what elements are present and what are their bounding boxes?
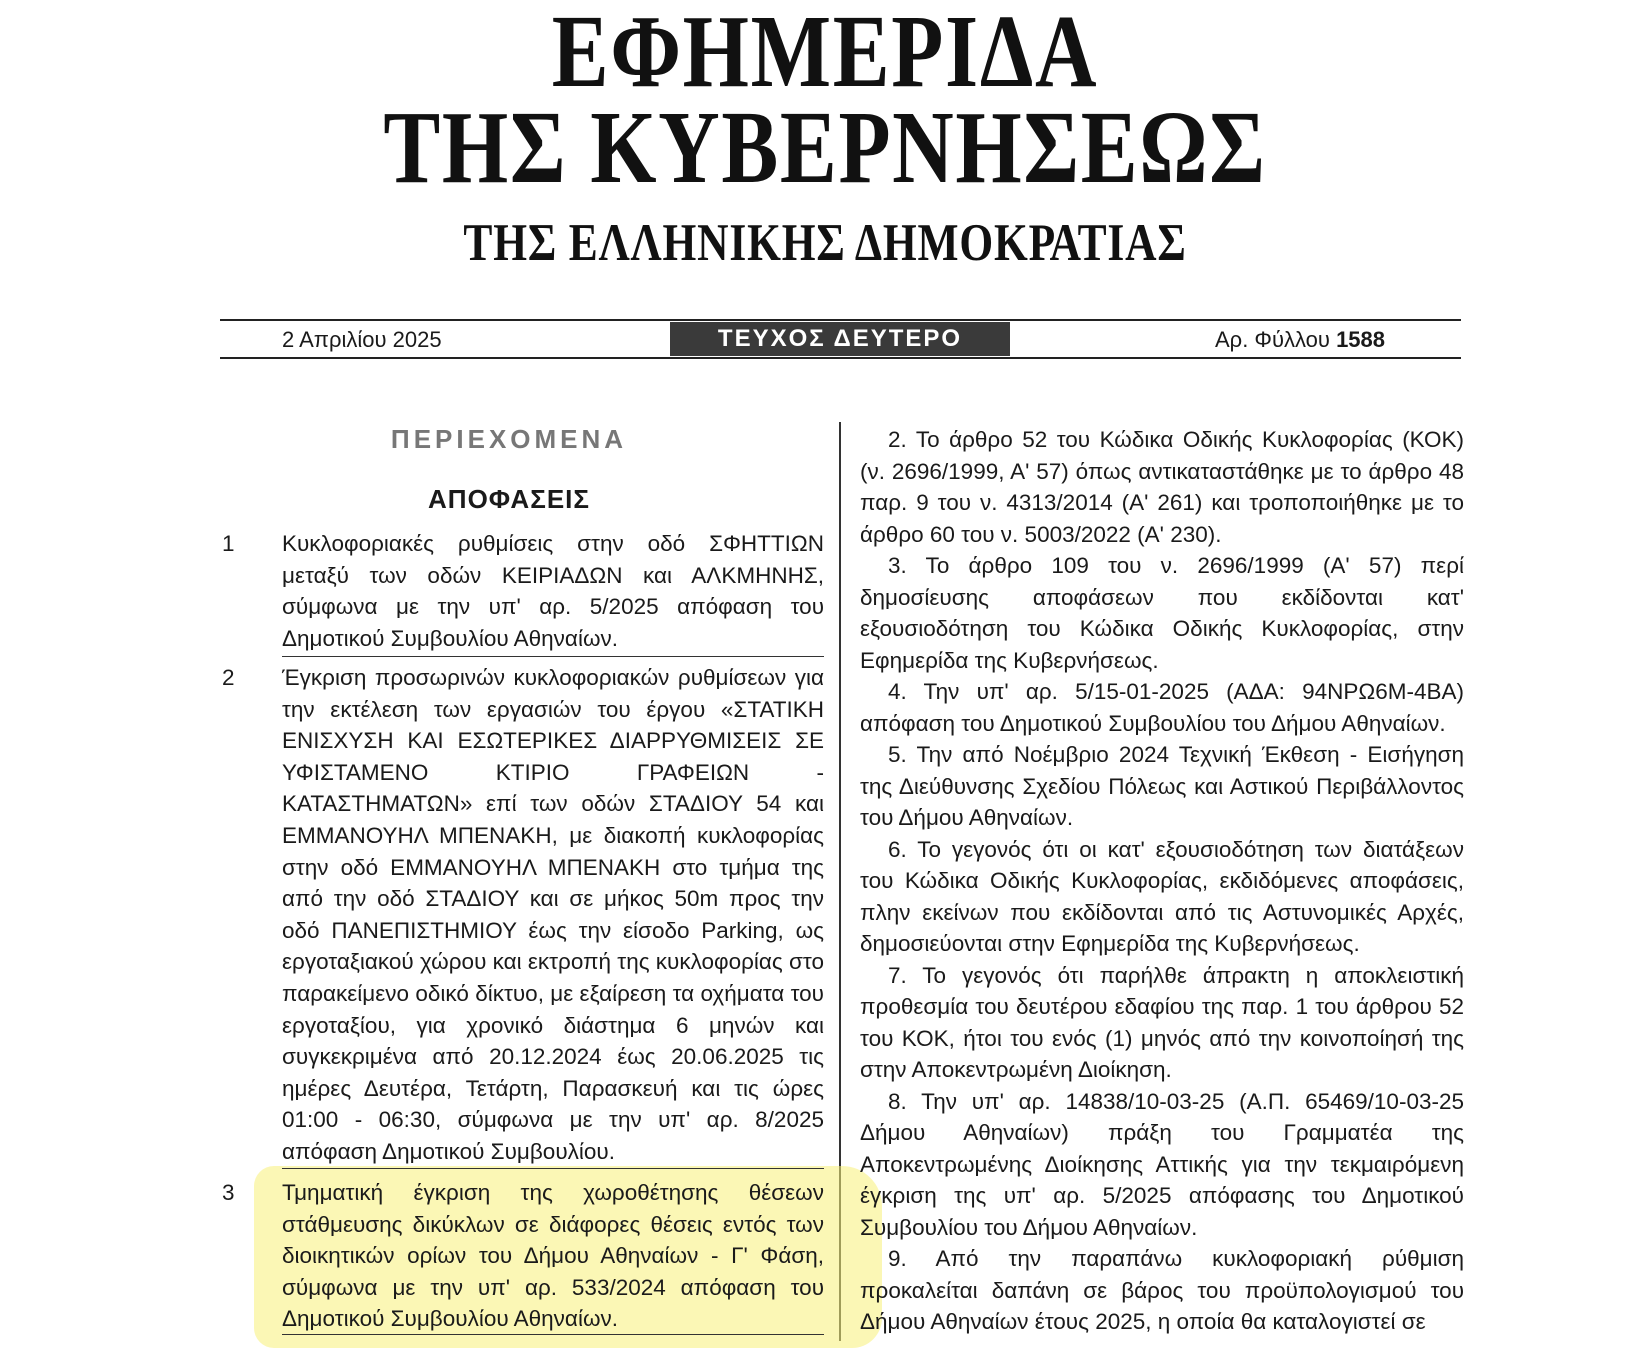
sheet-number-value: 1588: [1336, 327, 1386, 352]
contents-entry[interactable]: [220, 528, 824, 654]
issue-series-band: ΤΕΥΧΟΣ ΔΕΥΤΕΡΟ: [670, 322, 1010, 356]
entry-number: 1: [222, 531, 235, 556]
header-rule-bottom: [220, 357, 1461, 359]
body-paragraph: 8. Την υπ' αρ. 14838/10-03-25 (Α.Π. 65469/10-03-25 Δήμου Αθηναίων) πράξη του Γραμματέα της Αποκεντρωμένης Διοίκησης Αττικής για την τεκμαιρόμενη έγκριση της υπ' αρ. 5/2025 απόφασης του Δημοτικού Συμβουλίου του Δήμου Αθηναίων.: [860, 1088, 1464, 1240]
entry-number: 2: [222, 665, 235, 690]
contents-entry-highlighted[interactable]: [220, 1177, 824, 1335]
entry-number: 3: [222, 1180, 235, 1205]
body-paragraph: 5. Την από Νοέμβριο 2024 Τεχνική Έκθεση - Εισήγηση της Διεύθυνσης Σχεδίου Πόλεως και Αστικού Περιβάλλοντος του Δήμου Αθηναίων.: [860, 742, 1464, 830]
body-paragraph: 2. Το άρθρο 52 του Κώδικα Οδικής Κυκλοφορίας (ΚΟΚ) (ν. 2696/1999, Α' 57) όπως αντικαταστάθηκε με το άρθρο 48 παρ. 9 του ν. 4313/2014 (Α' 261) και τροποποιήθηκε με το άρθρο 60 του ν. 5003/2022 (Α' 230).: [860, 427, 1464, 547]
masthead-title-line-2: ΤΗΣ ΚΥΒΕΡΝΗΣΕΩΣ: [383, 90, 1267, 205]
body-paragraph: 4. Την υπ' αρ. 5/15-01-2025 (ΑΔΑ: 94ΝΡΩ6Μ-4ΒΑ) απόφαση του Δημοτικού Συμβουλίου του Δήμου Αθηναίων.: [860, 679, 1464, 736]
entry-text: Έγκριση προσωρινών κυκλοφοριακών ρυθμίσεων για την εκτέλεση των εργασιών του έργου «ΣΤΑΤΙΚΗ ΕΝΙΣΧΥΣΗ ΚΑΙ ΕΣΩΤΕΡΙΚΕΣ ΔΙΑΡΡΥΘΜΙΣΕΙΣ ΣΕ ΥΦΙΣΤΑΜΕΝΟ ΚΤΙΡΙΟ ΓΡΑΦΕΙΩΝ - ΚΑΤΑΣΤΗΜΑΤΩΝ» επί των οδών ΣΤΑΔΙΟΥ 54 και ΕΜΜΑΝΟΥΗΛ ΜΠΕΝΑΚΗ, με διακοπή κυκλοφορίας στην οδό ΕΜΜΑΝΟΥΗΛ ΜΠΕΝΑΚΗ στο τμήμα της από την οδό ΣΤΑΔΙΟΥ και σε μήκος 50m προς την οδό ΠΑΝΕΠΙΣΤΗΜΙΟΥ έως την είσοδο Parking, ως εργοταξιακού χώρου και εκτροπή της κυκλοφορίας στο παρακείμενο οδικό δίκτυο, με εξαίρεση τα οχήματα του εργοταξίου, για χρονικό διάστημα 6 μηνών και συγκεκριμένα από 20.12.2024 έως 20.06.2025 τις ημέρες Δευτέρα, Τετάρτη, Παρασκευή και τις ώρες 01:00 - 06:30, σύμφωνα με την υπ' αρ. 8/2025 απόφαση Δημοτικού Συμβουλίου.: [282, 665, 824, 1164]
sheet-number-label: Αρ. Φύλλου: [1215, 327, 1330, 352]
entry-separator: [282, 1334, 824, 1335]
body-paragraph: 3. Το άρθρο 109 του ν. 2696/1999 (Α' 57) περί δημοσίευσης αποφάσεων που εκδίδονται κατ' εξουσιοδότηση του Κώδικα Οδικής Κυκλοφορίας, στην Εφημερίδα της Κυβερνήσεως.: [860, 553, 1464, 673]
masthead-subtitle: ΤΗΣ ΕΛΛΗΝΙΚΗΣ ΔΗΜΟΚΡΑΤΙΑΣ: [463, 214, 1187, 272]
body-paragraph: 9. Από την παραπάνω κυκλοφοριακή ρύθμιση προκαλείται δαπάνη σε βάρος του προϋπολογισμού του Δήμου Αθηναίων έτους 2025, η οποία θα καταλογιστεί σε: [860, 1246, 1464, 1334]
entry-separator: [282, 656, 824, 657]
body-paragraph: 7. Το γεγονός ότι παρήλθε άπρακτη η αποκλειστική προθεσμία του δευτέρου εδαφίου της παρ. 1 του άρθρου 52 του ΚΟΚ, ήτοι του ενός (1) μηνός από την κοινοποίησή της στην Αποκεντρωμένη Διοίκηση.: [860, 962, 1464, 1082]
sheet-number: [1215, 326, 1385, 354]
contents-entry[interactable]: [220, 662, 824, 1168]
header-rule-top: [220, 319, 1461, 321]
body-column: [860, 424, 1464, 1338]
entry-separator: [282, 1168, 824, 1169]
masthead-title-line-1: ΕΦΗΜΕΡΙΔΑ: [551, 0, 1099, 109]
entry-text: Κυκλοφοριακές ρυθμίσεις στην οδό ΣΦΗΤΤΙΩΝ μεταξύ των οδών ΚΕΙΡΙΑΔΩΝ και ΑΛΚΜΗΝΗΣ, σύμφωνα με την υπ' αρ. 5/2025 απόφαση του Δημοτικού Συμβουλίου Αθηναίων.: [282, 531, 824, 651]
body-paragraph: 6. Το γεγονός ότι οι κατ' εξουσιοδότηση των διατάξεων του Κώδικα Οδικής Κυκλοφορίας, εκδιδόμενες αποφάσεις, πλην εκείνων που εκδίδονται από τις Αστυνομικές Αρχές, δημοσιεύονται στην Εφημερίδα της Κυβερνήσεως.: [860, 836, 1464, 956]
contents-title: ΠΕΡΙΕΧΟΜΕΝΑ: [390, 424, 628, 454]
issue-date: 2 Απριλίου 2025: [282, 327, 442, 352]
decisions-heading: ΑΠΟΦΑΣΕΙΣ: [428, 484, 590, 514]
entry-text: Τμηματική έγκριση της χωροθέτησης θέσεων στάθμευσης δικύκλων σε διάφορες θέσεις εντός των διοικητικών ορίων του Δήμου Αθηναίων - Γ' Φάση, σύμφωνα με την υπ' αρ. 533/2024 απόφαση του Δημοτικού Συμβουλίου Αθηναίων.: [282, 1180, 824, 1332]
